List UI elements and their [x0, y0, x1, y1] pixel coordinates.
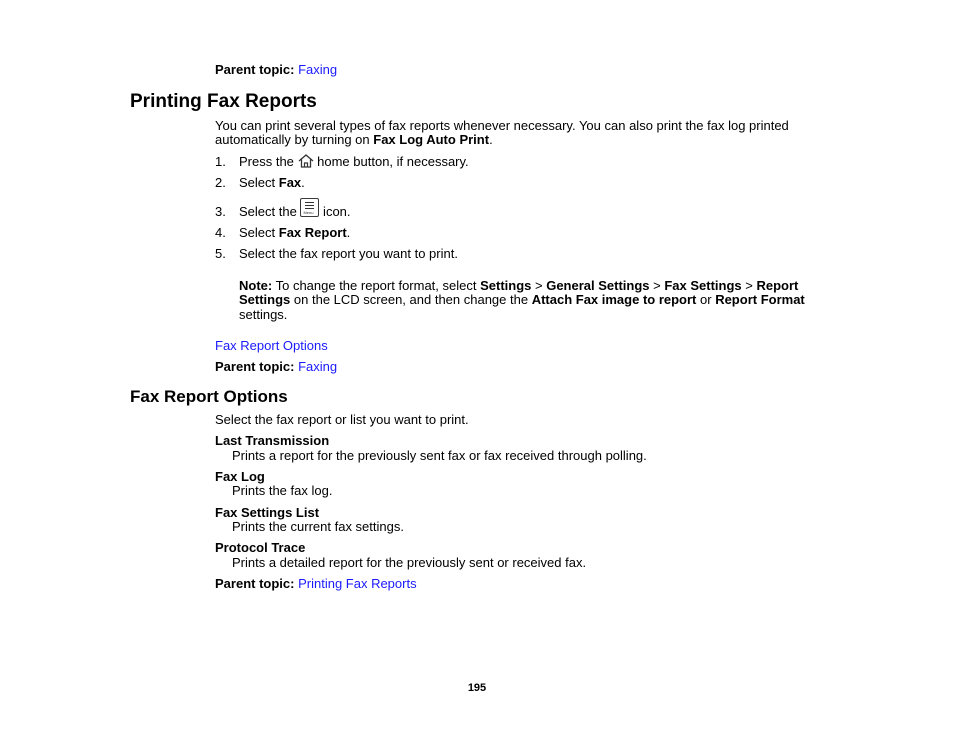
option-term — [215, 433, 329, 448]
parent-topic-link-faxing[interactable]: Faxing — [298, 62, 338, 77]
note-line-3: settings. — [239, 307, 288, 322]
step-text: Select the — [239, 204, 301, 219]
step-3 — [215, 204, 351, 219]
step-bold: Fax — [278, 175, 302, 190]
section-intro: Select the fax report or list you want to print. — [215, 412, 469, 427]
note-text: on the LCD screen, and then change the — [290, 292, 532, 307]
step-text-end: icon. — [319, 204, 351, 219]
step-2 — [215, 175, 305, 190]
note-separator: > — [741, 278, 757, 293]
option-desc: Prints a report for the previously sent fax or fax received through polling. — [232, 448, 647, 463]
note-line-2 — [239, 292, 805, 307]
fax-log-auto-print: Fax Log Auto Print — [373, 132, 490, 147]
step-number: 4. — [215, 225, 226, 240]
note-label: Note: — [239, 278, 273, 293]
note-fax-settings: Fax Settings — [664, 278, 742, 293]
step-period: . — [346, 225, 351, 240]
option-term-text: Last Transmission — [215, 433, 330, 448]
option-desc: Prints the current fax settings. — [232, 519, 404, 534]
note-attach-fax-image: Attach Fax image to report — [531, 292, 697, 307]
note-text: or — [696, 292, 716, 307]
section-title: Fax Report Options — [130, 387, 288, 406]
step-number: 3. — [215, 204, 226, 219]
parent-topic-link-printing-fax-reports[interactable]: Printing Fax Reports — [298, 576, 417, 591]
step-text: Press the — [239, 154, 298, 169]
parent-topic-top — [215, 62, 337, 77]
home-icon — [298, 154, 314, 171]
step-1 — [215, 154, 469, 171]
option-term-text: Fax Log — [215, 469, 265, 484]
option-desc: Prints the fax log. — [232, 483, 333, 498]
option-term — [215, 505, 319, 520]
step-text: Select — [239, 225, 279, 240]
step-number: 5. — [215, 246, 226, 261]
note-settings-2: Settings — [239, 292, 291, 307]
page-title: Printing Fax Reports — [130, 91, 317, 112]
step-number: 2. — [215, 175, 226, 190]
option-term — [215, 469, 265, 484]
parent-topic-link-faxing[interactable]: Faxing — [298, 359, 338, 374]
note-separator: > — [531, 278, 547, 293]
parent-topic-label: Parent topic: — [215, 576, 295, 591]
intro-line-2 — [215, 132, 493, 147]
intro-text: automatically by turning on — [215, 132, 374, 147]
option-desc: Prints a detailed report for the previously sent or received fax. — [232, 555, 587, 570]
step-bold: Fax Report — [278, 225, 347, 240]
option-term-text: Fax Settings List — [215, 505, 320, 520]
option-term — [215, 540, 305, 555]
note-separator: > — [649, 278, 665, 293]
fax-report-options-link[interactable]: Fax Report Options — [215, 338, 328, 353]
note-report: Report — [756, 278, 799, 293]
intro-period: . — [489, 132, 493, 147]
page-number: 195 — [467, 682, 487, 694]
step-number: 1. — [215, 154, 226, 169]
note-text: To change the report format, select — [272, 278, 481, 293]
parent-topic-label: Parent topic: — [215, 359, 295, 374]
note-report-format: Report Format — [715, 292, 805, 307]
step-text: Select the fax report you want to print. — [239, 246, 458, 261]
parent-topic-section2 — [215, 576, 417, 591]
step-4 — [215, 225, 350, 240]
parent-topic-label: Parent topic: — [215, 62, 295, 77]
menu-icon — [300, 198, 319, 217]
parent-topic-section1 — [215, 359, 337, 374]
note-line-1 — [239, 278, 798, 293]
option-term-text: Protocol Trace — [215, 540, 306, 555]
step-text: Select — [239, 175, 279, 190]
menu-icon-text: Menu — [303, 210, 314, 215]
note-settings: Settings — [480, 278, 532, 293]
step-period: . — [301, 175, 305, 190]
step-text-end: home button, if necessary. — [313, 154, 469, 169]
step-5 — [215, 246, 458, 261]
note-general-settings: General Settings — [546, 278, 650, 293]
intro-line-1: You can print several types of fax reports whenever necessary. You can also print the fax log printed — [215, 118, 789, 133]
